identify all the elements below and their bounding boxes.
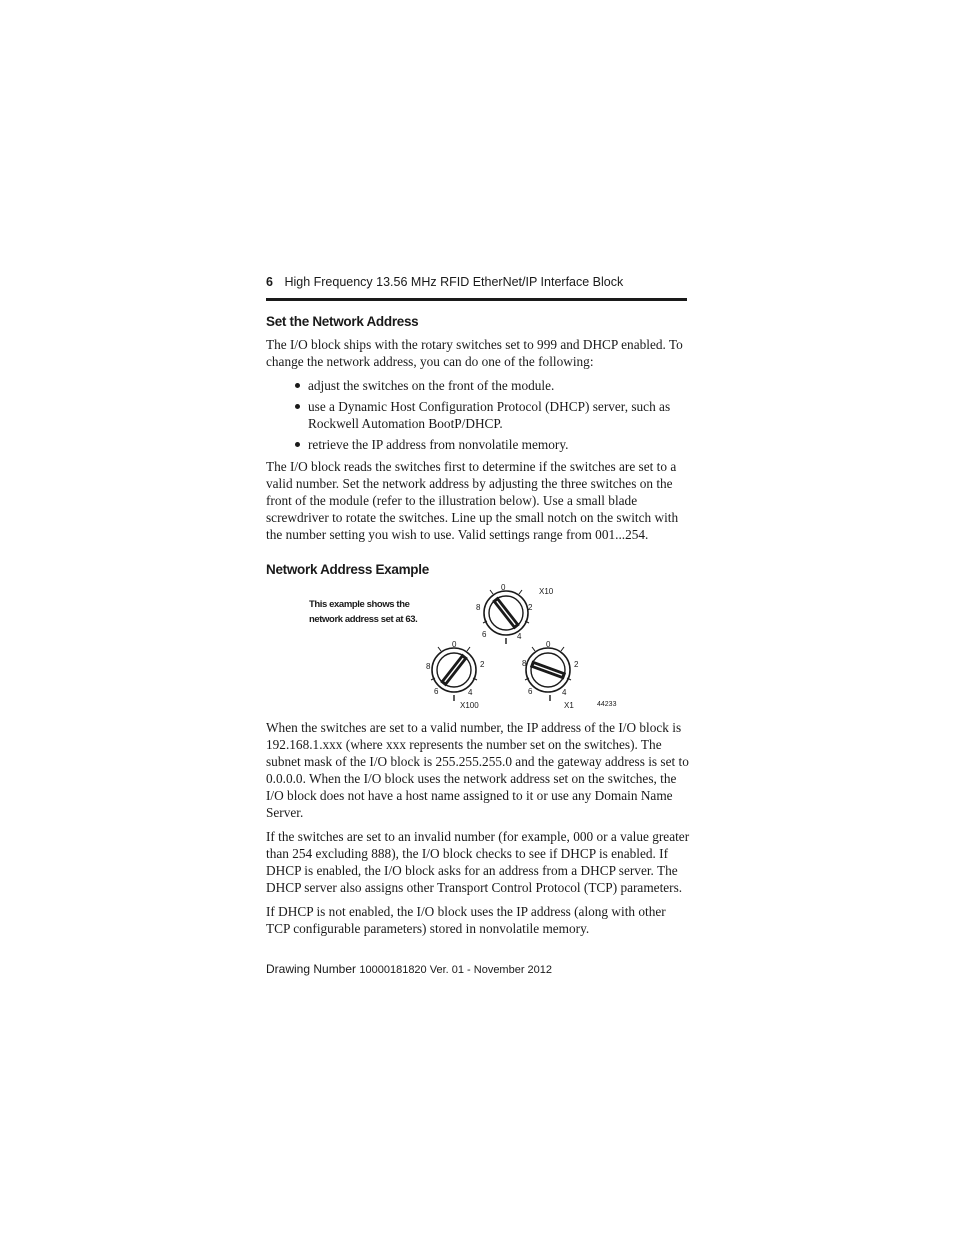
rotary-switch-x100 <box>426 640 485 710</box>
switch-label-x100: X100 <box>460 701 479 710</box>
switch-instructions-paragraph: The I/O block reads the switches first to determine if the switches are set to a valid number. Set the network address by adjusting the three switches on the front of the module (refer to the illustration below). Use a small blade screwdriver to rotate the switches. Line up the small notch on the switch with the number setting you wish to use. Valid settings range from 001...254. <box>266 459 679 542</box>
rotary-switches-illustration <box>300 578 640 714</box>
rotary-switch-x1 <box>522 640 579 710</box>
rotary-switch-figure <box>300 578 640 714</box>
page-footer <box>266 962 552 976</box>
dial-digit: 8 <box>476 603 481 612</box>
page-number: 6 <box>266 275 273 289</box>
document-title: High Frequency 13.56 MHz RFID EtherNet/IP Interface Block <box>284 275 624 289</box>
dial-digit: 4 <box>517 632 522 641</box>
figure-caption: This example shows the network address set at 63. <box>309 599 418 625</box>
drawing-number-value: 10000181820 Ver. 01 - November 2012 <box>359 964 553 976</box>
dial-digit: 6 <box>482 630 487 639</box>
dial-digit: 2 <box>574 660 579 669</box>
drawing-number-label: Drawing Number <box>266 962 357 976</box>
page-header <box>266 275 687 289</box>
dial-digit: 0 <box>501 583 506 592</box>
dial-digit: 4 <box>468 688 473 697</box>
switch-label-x10: X10 <box>539 587 554 596</box>
dial-digit: 0 <box>546 640 551 649</box>
header-rule <box>266 298 687 301</box>
list-item: use a Dynamic Host Configuration Protocol (DHCP) server, such as Rockwell Automation BootP/DHCP. <box>292 398 687 432</box>
dhcp-disabled-paragraph: If DHCP is not enabled, the I/O block uses the IP address (along with other TCP configurable parameters) stored in nonvolatile memory. <box>266 904 666 936</box>
switch-label-x1: X1 <box>564 701 574 710</box>
dial-digit: 2 <box>480 660 485 669</box>
invalid-number-paragraph: If the switches are set to an invalid number (for example, 000 or a value greater than 254 excluding 888), the I/O block checks to see if DHCP is enabled. If DHCP is enabled, the I/O block asks for an address from a DHCP server. The DHCP server also assigns other Transport Control Protocol (TCP) parameters. <box>266 829 690 895</box>
intro-paragraph: The I/O block ships with the rotary switches set to 999 and DHCP enabled. To change the network address, you can do one of the following: <box>266 337 683 369</box>
list-item: adjust the switches on the front of the module. <box>292 377 687 394</box>
dial-digit: 2 <box>528 603 533 612</box>
options-list <box>292 377 687 457</box>
rotary-switch-x10 <box>476 583 554 644</box>
dial-digit: 4 <box>562 688 567 697</box>
section-heading-network-address-example: Network Address Example <box>266 562 429 577</box>
dial-digit: 6 <box>434 687 439 696</box>
ip-address-paragraph: When the switches are set to a valid number, the IP address of the I/O block is 192.168.1.xxx (where xxx represents the number set on the switches). The subnet mask of the I/O block is 255.255.255.0 and the gateway address is set to 0.0.0.0. When the I/O block uses the network address set on the switches, the I/O block does not have a host name assigned to it or use any Domain Name Server. <box>266 720 689 820</box>
figure-number: 44233 <box>597 701 617 708</box>
list-item: retrieve the IP address from nonvolatile memory. <box>292 436 687 453</box>
dial-digit: 0 <box>452 640 457 649</box>
dial-digit: 8 <box>522 659 527 668</box>
dial-digit: 8 <box>426 662 431 671</box>
dial-digit: 6 <box>528 687 533 696</box>
section-heading-set-network-address: Set the Network Address <box>266 314 419 329</box>
